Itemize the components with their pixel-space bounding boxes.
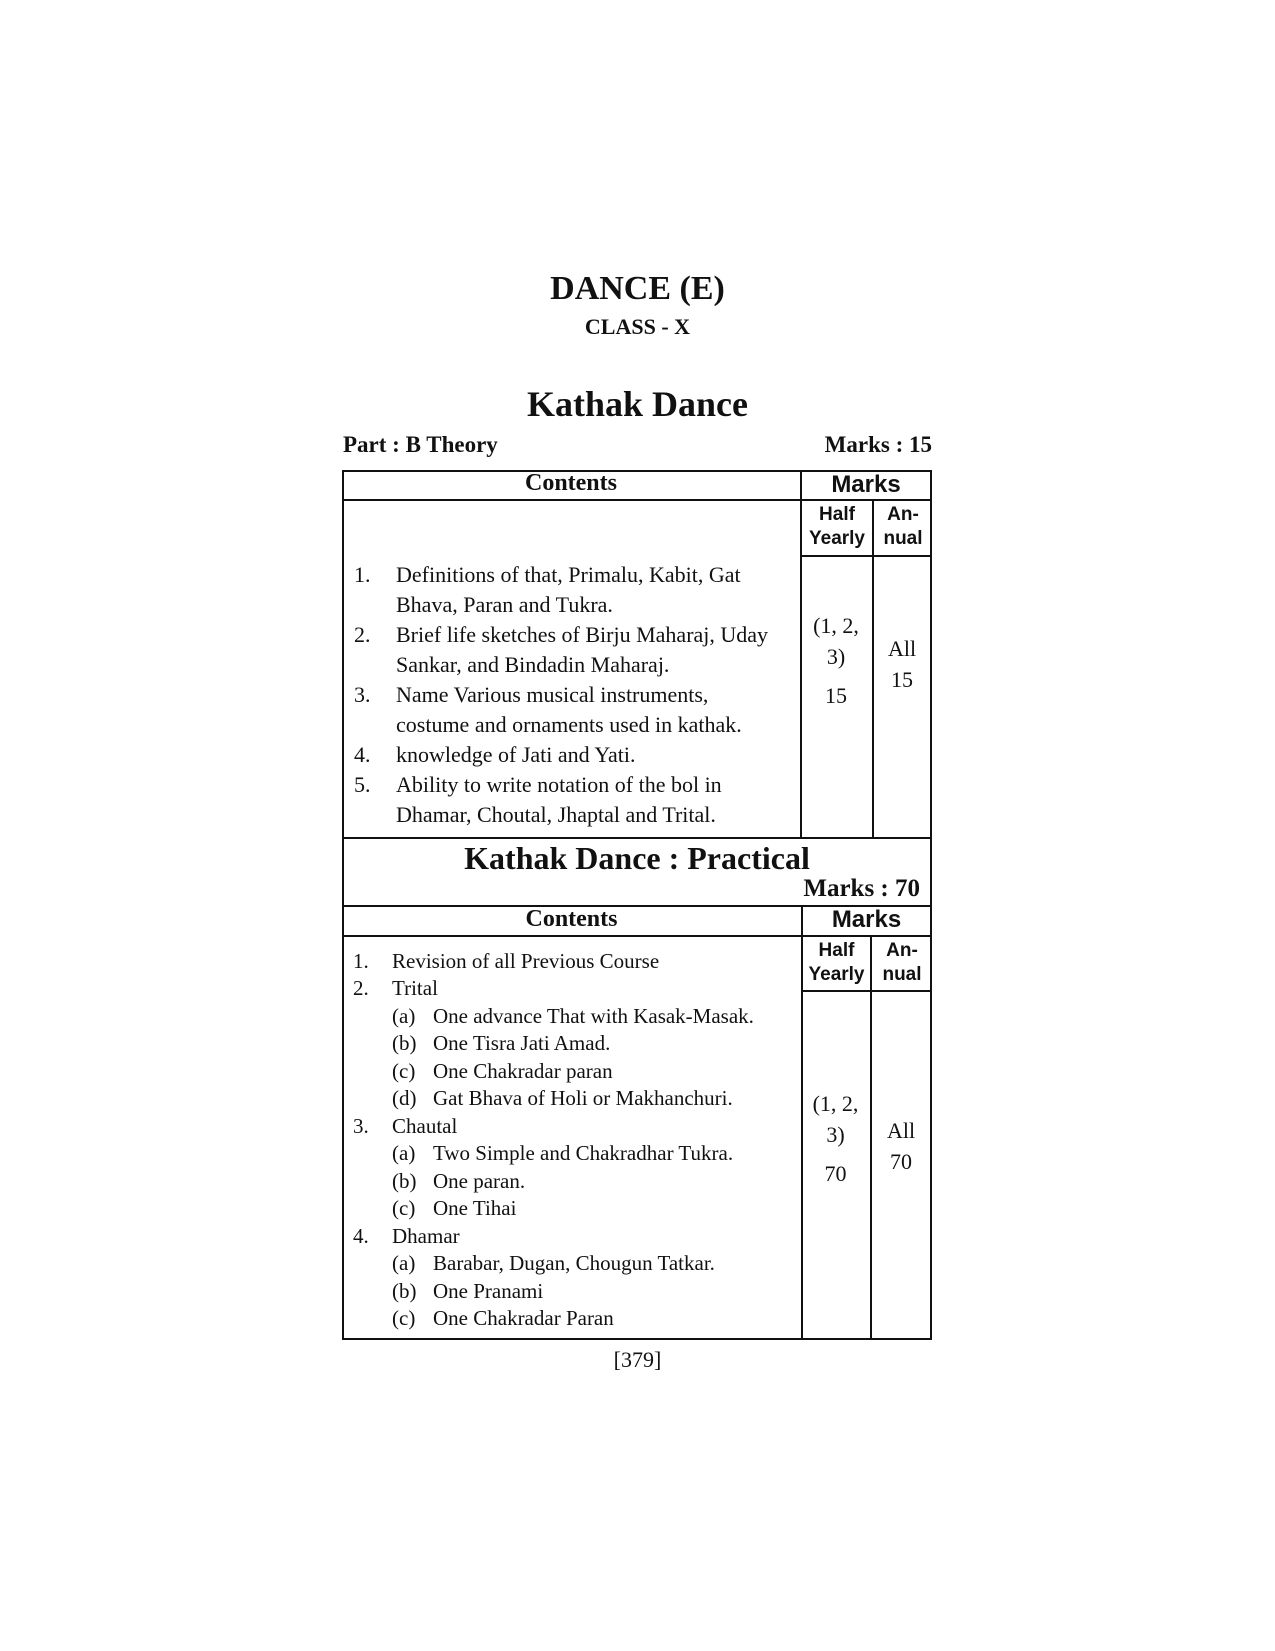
list-item: Brief life sketches of Birju Maharaj, Uday Sankar, and Bindadin Maharaj.: [396, 622, 769, 677]
list-item-number: 5.: [354, 772, 371, 797]
sub-item: One advance That with Kasak-Masak.: [433, 1004, 754, 1028]
theory-part-label: Part : B Theory: [343, 432, 498, 457]
theory-marks-label: Marks : 15: [824, 432, 932, 457]
theory-header-line: [342, 499, 932, 501]
sub-item: One Chakradar paran: [433, 1059, 613, 1083]
practical-contents-header: Contents: [525, 906, 618, 932]
sub-item: One Tihai: [433, 1196, 517, 1220]
list-item-number: 1.: [354, 562, 371, 587]
practical-annual-header: An- nual: [882, 940, 922, 985]
list-item-number: 4.: [354, 742, 371, 767]
sub-item: One paran.: [433, 1169, 526, 1193]
sub-item-letter: (a): [392, 1141, 416, 1165]
page-title: DANCE (E): [550, 270, 725, 307]
list-item: Definitions of that, Primalu, Kabit, Gat Bhava, Paran and Tukra.: [396, 562, 741, 617]
practical-marks-header: Marks: [831, 906, 902, 933]
class-label: CLASS - X: [584, 314, 691, 339]
list-item-number: 2.: [353, 976, 369, 1000]
theory-annual-header: An- nual: [883, 504, 923, 549]
practical-title: Kathak Dance : Practical: [464, 840, 810, 876]
list-item-number: 4.: [353, 1224, 369, 1248]
list-item-number: 3.: [354, 682, 371, 707]
sub-item-letter: (d): [392, 1086, 417, 1110]
list-item: knowledge of Jati and Yati.: [396, 742, 636, 767]
sub-item-letter: (b): [392, 1279, 417, 1303]
sub-item: Gat Bhava of Holi or Makhanchuri.: [433, 1086, 733, 1110]
list-item-number: 3.: [353, 1114, 369, 1138]
list-item: Revision of all Previous Course: [392, 949, 660, 973]
list-item: Trital: [392, 976, 438, 1000]
theory-half-yearly-value: (1, 2, 3) 15: [813, 613, 859, 708]
sub-item: Two Simple and Chakradhar Tukra.: [433, 1141, 734, 1165]
theory-annual-value: All 15: [887, 636, 917, 692]
practical-half-yearly-header: Half Yearly: [808, 940, 865, 985]
list-item: Name Various musical instruments, costume and ornaments used in kathak.: [396, 682, 742, 737]
list-item: Chautal: [392, 1114, 458, 1138]
sub-item-letter: (c): [392, 1196, 416, 1220]
practical-half-yearly-value: (1, 2, 3) 70: [812, 1091, 859, 1186]
sub-item-letter: (c): [392, 1306, 416, 1330]
theory-bottom-line: [342, 837, 932, 839]
theory-subheader-line: [800, 555, 932, 557]
sub-item: One Tisra Jati Amad.: [433, 1031, 611, 1055]
sub-item-letter: (a): [392, 1004, 416, 1028]
practical-annual-value: All 70: [886, 1118, 916, 1174]
practical-subheader-line: [801, 990, 932, 992]
theory-half-yearly-header: Half Yearly: [809, 504, 865, 549]
theory-marks-header: Marks: [831, 471, 901, 498]
practical-marks-label: Marks : 70: [803, 875, 920, 902]
theory-contents-header: Contents: [524, 470, 617, 496]
sub-item-letter: (a): [392, 1251, 416, 1275]
list-item-number: 2.: [354, 622, 371, 647]
sub-item: Barabar, Dugan, Chougun Tatkar.: [433, 1251, 715, 1275]
sub-item-letter: (b): [392, 1031, 417, 1055]
page-number: [379]: [613, 1347, 662, 1372]
sub-item-letter: (b): [392, 1169, 417, 1193]
list-item-number: 1.: [353, 949, 369, 973]
list-item: Dhamar: [392, 1224, 460, 1248]
sub-item: One Pranami: [433, 1279, 544, 1303]
list-item: Ability to write notation of the bol in Dhamar, Choutal, Jhaptal and Trital.: [396, 772, 722, 827]
sub-item: One Chakradar Paran: [433, 1306, 614, 1330]
practical-header-line: [342, 935, 932, 937]
section-heading: Kathak Dance: [526, 384, 748, 424]
sub-item-letter: (c): [392, 1059, 416, 1083]
